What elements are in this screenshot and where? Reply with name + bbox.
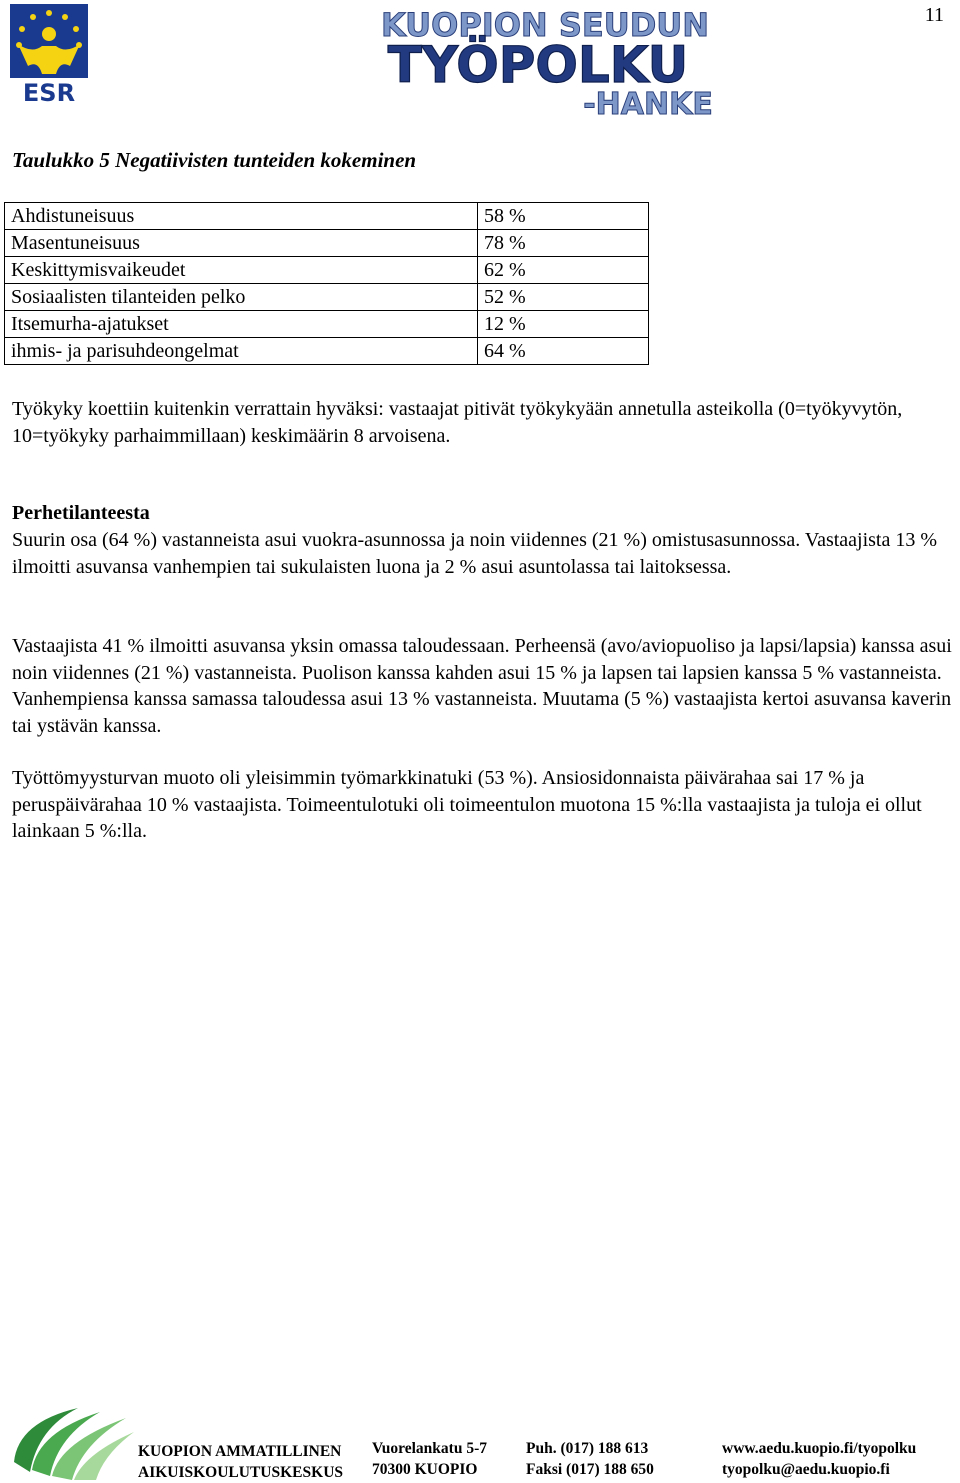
table-row <box>5 230 649 257</box>
footer-website-link[interactable]: www.aedu.kuopio.fi/tyopolku <box>722 1440 917 1457</box>
table-caption: Taulukko 5 Negatiivisten tunteiden kokeminen <box>12 148 417 172</box>
footer-email-link[interactable]: tyopolku@aedu.kuopio.fi <box>722 1461 890 1478</box>
footer-fax: Faksi (017) 188 650 <box>526 1461 654 1478</box>
table-cell-value: 58 % <box>478 203 649 230</box>
table-row <box>5 311 649 338</box>
footer-address-line1: Vuorelankatu 5-7 <box>372 1440 487 1457</box>
table-cell-label: Keskittymisvaikeudet <box>5 257 478 284</box>
project-logo-line1: KUOPION SEUDUN <box>380 6 710 44</box>
footer-phone: Puh. (017) 188 613 <box>526 1440 649 1457</box>
income-paragraph: Työttömyysturvan muoto oli yleisimmin työmarkkinatuki (53 %). Ansiosidonnaista päivärahaa sai 17 % ja peruspäivärahaa 10 % vastaajista. Toimeentulotuki oli toimeentulon muotona 15 %:lla vastaajista ja tuloja ei ollut lainkaan 5 %:lla. <box>12 767 922 842</box>
table-cell-value: 12 % <box>478 311 649 338</box>
table-cell-label: ihmis- ja parisuhdeongelmat <box>5 338 478 365</box>
footer-address-line2: 70300 KUOPIO <box>372 1461 478 1478</box>
table-row <box>5 203 649 230</box>
esr-logo-text: ESR <box>22 79 76 104</box>
table-row <box>5 338 649 365</box>
family-situation-heading: Perhetilanteesta <box>12 502 150 524</box>
footer-address <box>372 1438 487 1480</box>
table-cell-label: Itsemurha-ajatukset <box>5 311 478 338</box>
project-logo-line3: -HANKE <box>583 87 713 120</box>
project-logo <box>360 2 730 120</box>
negative-feelings-table <box>4 202 649 365</box>
table-cell-label: Sosiaalisten tilanteiden pelko <box>5 284 478 311</box>
footer-org-line2: AIKUISKOULUTUSKESKUS <box>138 1464 344 1481</box>
table-cell-label: Ahdistuneisuus <box>5 203 478 230</box>
footer-organization <box>138 1441 343 1483</box>
footer-swoosh-logo <box>8 1402 136 1480</box>
table-cell-value: 52 % <box>478 284 649 311</box>
footer-web-contacts <box>722 1438 916 1480</box>
table-cell-value: 62 % <box>478 257 649 284</box>
footer-org-line1: KUOPION AMMATILLINEN <box>138 1443 342 1460</box>
table-cell-value: 64 % <box>478 338 649 365</box>
table-row <box>5 257 649 284</box>
esr-logo <box>10 4 90 104</box>
table-row <box>5 284 649 311</box>
project-logo-line2: TYÖPOLKU <box>387 36 689 94</box>
household-paragraph: Vastaajista 41 % ilmoitti asuvansa yksin omassa taloudessaan. Perheensä (avo/aviopuoliso ja lapsi/lapsia) kanssa asui noin viidennes (21 %) vastanneista. Puolison kanssa kahden asui 15 % ja lapsen tai lapsien kanssa 5 % vastanneista. Vanhempiensa kanssa samassa taloudessa asui 13 % vastanneista. Muutama (5 %) vastaajista kertoi asuvansa kaverin tai ystävän kanssa. <box>12 635 952 737</box>
footer-contact-numbers <box>526 1438 654 1480</box>
workability-paragraph: Työkyky koettiin kuitenkin verrattain hyväksi: vastaajat pitivät työkykyään annetulla asteikolla (0=työkyvytön, 10=työkyky parhaimmillaan) keskimäärin 8 arvoisena. <box>12 398 903 447</box>
table-cell-value: 78 % <box>478 230 649 257</box>
table-cell-label: Masentuneisuus <box>5 230 478 257</box>
housing-paragraph: Suurin osa (64 %) vastanneista asui vuokra-asunnossa ja noin viidennes (21 %) omistusasunnossa. Vastaajista 13 % ilmoitti asuvansa vanhempien tai sukulaisten luona ja 2 % asui asuntolassa tai laitoksessa. <box>12 529 938 578</box>
page-number: 11 <box>924 4 944 26</box>
